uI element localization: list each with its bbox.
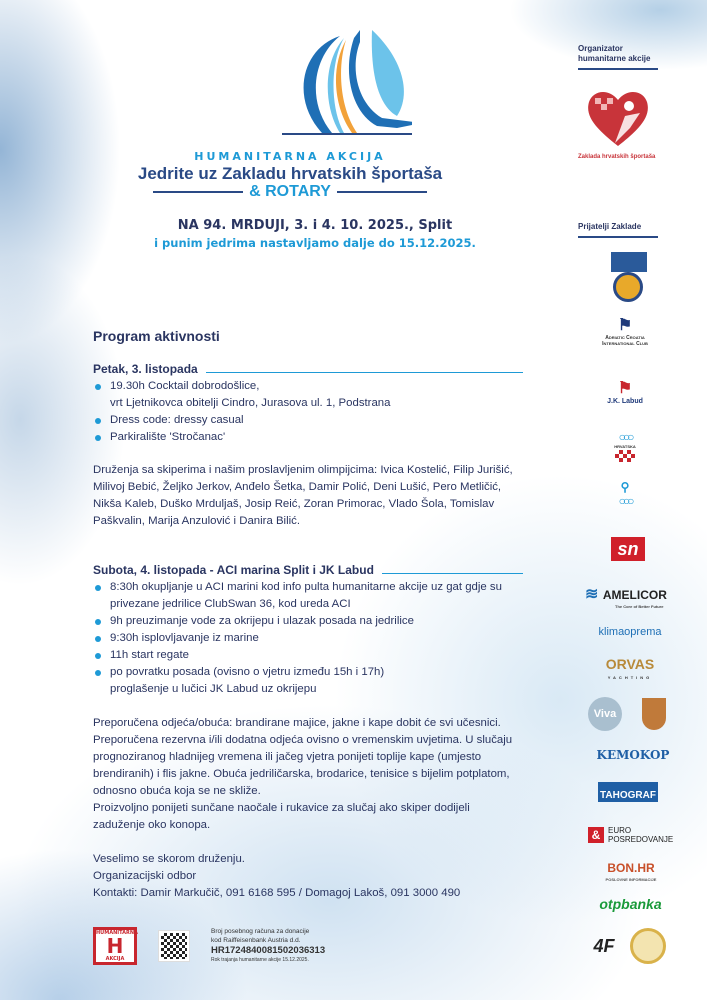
- rotary-wheel-icon: [613, 272, 643, 302]
- closing-line: Organizacijski odbor: [93, 870, 197, 882]
- saturday-heading-text: Subota, 4. listopada - ACI marina Split i JK Labud: [93, 563, 374, 577]
- sn-logo: sn: [611, 537, 645, 561]
- friday-list: [93, 378, 523, 446]
- klimaoprema-logo: klimaoprema: [598, 626, 662, 638]
- olympic-committee-logo: ⚲ ○○○: [618, 480, 632, 508]
- sponsor-label: POSLOVNE INFORMACIJE: [605, 877, 657, 882]
- sponsor-label: YACHTING: [607, 675, 653, 680]
- friends-heading-block: [578, 222, 658, 238]
- friday-heading: [93, 361, 523, 378]
- deadline: Rok trajanja humanitarne akcije 15.12.2025.: [211, 957, 309, 963]
- kemokop-logo: KEMOKOP: [596, 748, 670, 762]
- 4f-logo: 4F: [593, 936, 615, 956]
- qr-code[interactable]: [159, 931, 189, 961]
- list-item: 11h start regate: [93, 647, 523, 664]
- sponsor-label: EURO POSREDOVANJE: [608, 826, 674, 844]
- list-item: Dress code: dressy casual: [93, 412, 523, 429]
- humanitarna-akcija-logo: HUMANITARNA H AKCIJA: [93, 927, 137, 965]
- list-item: 9:30h isplovljavanje iz marine: [93, 630, 523, 647]
- campaign-kicker: HUMANITARNA AKCIJA: [194, 150, 386, 163]
- program-title: Program aktivnosti: [93, 328, 220, 344]
- saturday-list: [93, 579, 523, 698]
- acic-logo: ⚑ Adriatic Croatia International Club: [602, 317, 648, 347]
- event-date-sub: i punim jedrima nastavljamo dalje do 15.12.2025.: [154, 236, 476, 250]
- olympians-paragraph: Druženja sa skiperima i našim proslavljenim olimpijcima: Ivica Kostelić, Filip Jurišić, Milivoj Bebić, Željko Jerkov, Anđelo Šetka, Damir Polić, Deni Lušić, Pero Metličić, Nikša Kaleb, Duško Mrduljaš, Josip Reić, Zoran Primorac, Vlado Šola, Tomislav Paškvalin, Marija Anzulović i Danira Bilić.: [93, 464, 513, 527]
- sponsor-label: BON.HR: [607, 861, 655, 875]
- friends-heading: Prijatelji Zaklade: [578, 222, 658, 238]
- closing: [93, 851, 523, 902]
- amelicor-logo: ≋ AMELICOR The Core of Better Future: [585, 584, 695, 609]
- list-item: Parkiralište 'Stročanac': [93, 429, 523, 446]
- rotary-logo: [611, 252, 647, 272]
- jk-labud-logo: ⚑ J.K. Labud: [607, 380, 643, 405]
- contacts: Kontakti: Damir Markučič, 091 6168 595 / Domagoj Lakoš, 091 3000 490: [93, 887, 461, 899]
- rotary-label: & ROTARY: [249, 183, 331, 200]
- account-line: Broj posebnog računa za donacije: [211, 928, 310, 935]
- iban: HR1724840081502036313: [211, 945, 326, 956]
- campaign-subtitle: [0, 183, 580, 201]
- viva-logo: Viva: [588, 697, 622, 731]
- sponsor-label: J.K. Labud: [607, 398, 643, 405]
- coat-of-arms-logo: [642, 698, 666, 730]
- organizer-heading: Organizator humanitarne akcije: [578, 44, 658, 70]
- logo-text: HUMANITARNA: [96, 930, 138, 936]
- hoo-logo: ○○○ HRVATSKA: [605, 430, 645, 463]
- bon-hr-logo: [596, 862, 666, 886]
- sponsor-label: The Core of Better Future: [615, 604, 664, 609]
- donation-account: [211, 927, 325, 965]
- sponsor-label: HRVATSKA: [614, 444, 636, 449]
- friday-heading-text: Petak, 3. listopada: [93, 362, 198, 376]
- sponsor-label: ORVAS: [605, 656, 655, 672]
- footer: [93, 927, 325, 965]
- club-emblem-logo: [630, 928, 666, 964]
- organizer-name: Zaklada hrvatskih športaša: [578, 154, 656, 160]
- sponsor-label: AMELICOR: [602, 588, 667, 602]
- tahograf-logo: TAHOGRAF: [598, 782, 658, 802]
- heart-logo: [585, 88, 651, 148]
- logo-text: AKCIJA: [105, 956, 125, 962]
- event-date: NA 94. MRDUJI, 3. i 4. 10. 2025., Split: [177, 218, 453, 233]
- account-line: kod Raiffeisenbank Austria d.d.: [211, 937, 301, 944]
- sailboat-logo: [282, 28, 412, 138]
- euro-posredovanje-logo: & EURO POSREDOVANJE: [588, 826, 688, 844]
- list-item: 9h preuzimanje vode za okrijepu i ulazak posada na jedrilice: [93, 613, 523, 630]
- list-item: 19.30h Cocktail dobrodošlice, vrt Ljetnikovca obitelji Cindro, Jurasova ul. 1, Podstrana: [93, 378, 523, 412]
- organizer-block: [578, 44, 658, 160]
- otpbanka-logo: otpbanka: [599, 896, 662, 912]
- list-item: po povratku posada (ovisno o vjetru između 15h i 17h) proglašenje u lučici JK Labud uz okrijepu: [93, 664, 523, 698]
- saturday-heading: [93, 562, 523, 579]
- orvas-logo: [595, 657, 665, 685]
- program-section: [93, 328, 523, 902]
- closing-line: Veselimo se skorom druženju.: [93, 853, 245, 865]
- campaign-title: Jedrite uz Zakladu hrvatskih športaša: [137, 164, 443, 183]
- sponsor-label: Adriatic Croatia International Club: [602, 335, 648, 347]
- list-item: 8:30h okupljanje u ACI marini kod info pulta humanitarne akcije uz gat gdje su privezane jedrilice ClubSwan 36, kod ureda ACI: [93, 579, 523, 613]
- clothing-paragraph: Preporučena odjeća/obuća: brandirane majice, jakne i kape dobit će svi učesnici. Preporučena rezervna i/ili dodatna odjeća ovisno o vremenskim uvjetima. U slučaju prognoziranog hladnijeg vremena ili jačeg vjetra ponijeti toplije kape (umjesto brendiranih) i flis jakne. Obuća jedriličarska, brodarice, tenisice s bijelim potplatom, odnosno obuća koja se ne skliže. Proizvoljno ponijeti sunčane naočale i rukavice za slučaj ako skiper dodijeli zaduženje oko konopa.: [93, 717, 513, 831]
